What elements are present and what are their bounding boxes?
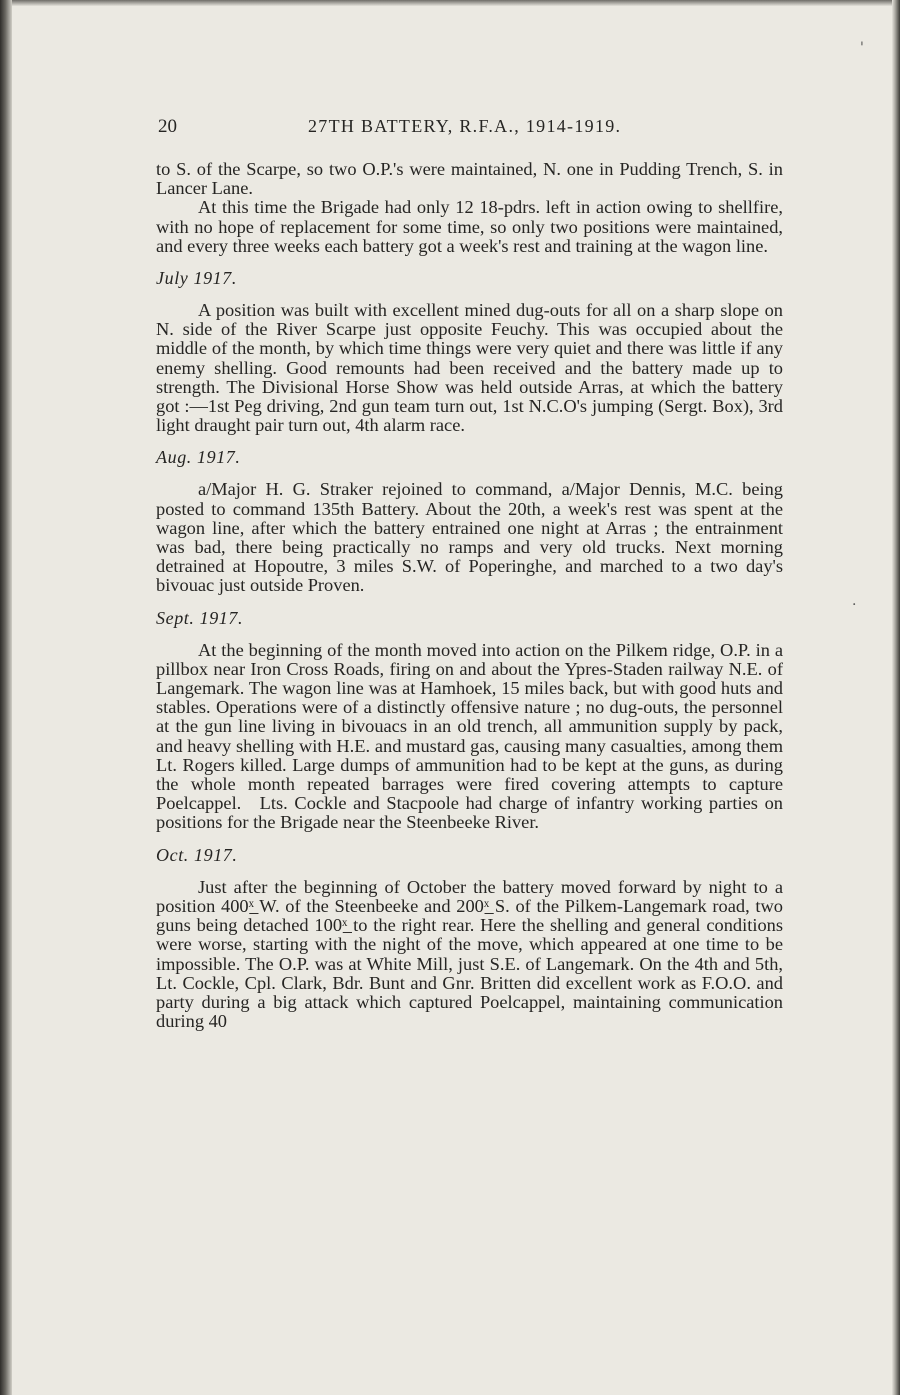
section-heading-aug-1917: Aug. 1917. — [156, 447, 241, 468]
running-header — [158, 116, 783, 140]
section-heading-oct-1917: Oct. 1917. — [156, 844, 238, 865]
scan-speck-mark: · — [852, 597, 857, 613]
page-number: 20 — [158, 116, 177, 137]
scan-speck-mark: ' — [860, 40, 864, 56]
page-top-edge — [0, 0, 900, 6]
paragraph-brigade-guns: At this time the Brigade had only 12 18-pdrs. left in action owing to shellfire, with no hope of replacement for some time, so only two positions were maintained, and every three weeks each battery got a week's rest and training at the wagon line. — [156, 197, 783, 256]
paragraph-july-1917: A position was built with excellent mined dug-outs for all on a sharp slope on N. side of the River Scarpe just opposite Feuchy. This was occupied about the middle of the month, by which time things were very quiet and there was little if any enemy shelling. Good remounts had been received and the battery made up to strength. The Divisional Horse Show was held outside Arras, at which the battery got :—1st Peg driving, 2nd gun team turn out, 1st N.C.O's jumping (Sergt. Box), 3rd light draught pair turn out, 4th alarm race. — [156, 300, 783, 436]
paragraph-aug-1917: a/Major H. G. Straker rejoined to command, a/Major Dennis, M.C. being posted to command 135th Battery. About the 20th, a week's rest was spent at the wagon line, after which the battery entrained one night at Arras ; the entrainment was bad, there being practically no ramps and very old trucks. Next morning detrained at Hopoutre, 3 miles S.W. of Poperinghe, and marched to a two day's bivouac just outside Proven. — [156, 479, 783, 596]
body-text — [156, 160, 783, 1031]
paragraph-sept-1917: At the beginning of the month moved into action on the Pilkem ridge, O.P. in a pillbox near Iron Cross Roads, firing on and about the Ypres-Staden railway N.E. of Langemark. The wagon line was at Hamhoek, 15 miles back, but with good huts and stables. Operations were of a distinctly offensive nature ; no dug-outs, the personnel at the gun line living in bivouacs in an old trench, all ammunition supply by pack, and heavy shelling with H.E. and mustard gas, causing many casualties, among them Lt. Rogers killed. Large dumps of ammunition had to be kept at the guns, as during the whole month repeated barrages were fired covering attempts to capture Poelcappel. Lts. Cockle and Stacpoole had charge of infantry working parties on positions for the Brigade near the Steenbeeke River. — [156, 639, 783, 833]
section-heading-sept-1917: Sept. 1917. — [156, 607, 244, 628]
paragraph-continuation: to S. of the Scarpe, so two O.P.'s were maintained, N. one in Pudding Trench, S. in Lancer Lane. — [156, 159, 783, 199]
paragraph-oct-1917: Just after the beginning of October the battery moved forward by night to a position 400ˣ̲ W. of the Steenbeeke and 200ˣ̲ S. of the Pilkem-Langemark road, two guns being detached 100ˣ̲ to the right rear. Here the shelling and general conditions were worse, starting with the night of the move, which appeared at one time to be impossible. The O.P. was at White Mill, just S.E. of Langemark. On the 4th and 5th, Lt. Cockle, Cpl. Clark, Bdr. Bunt and Gnr. Britten did excellent work as F.O.O. and party during a big attack which captured Poelcappel, maintaining communication during 40 — [156, 876, 783, 1032]
page-outer-edge — [892, 0, 900, 1395]
running-title: 27TH BATTERY, R.F.A., 1914-1919. — [308, 116, 622, 136]
section-heading-july-1917: July 1917. — [156, 268, 237, 289]
page-binding-edge — [0, 0, 12, 1395]
